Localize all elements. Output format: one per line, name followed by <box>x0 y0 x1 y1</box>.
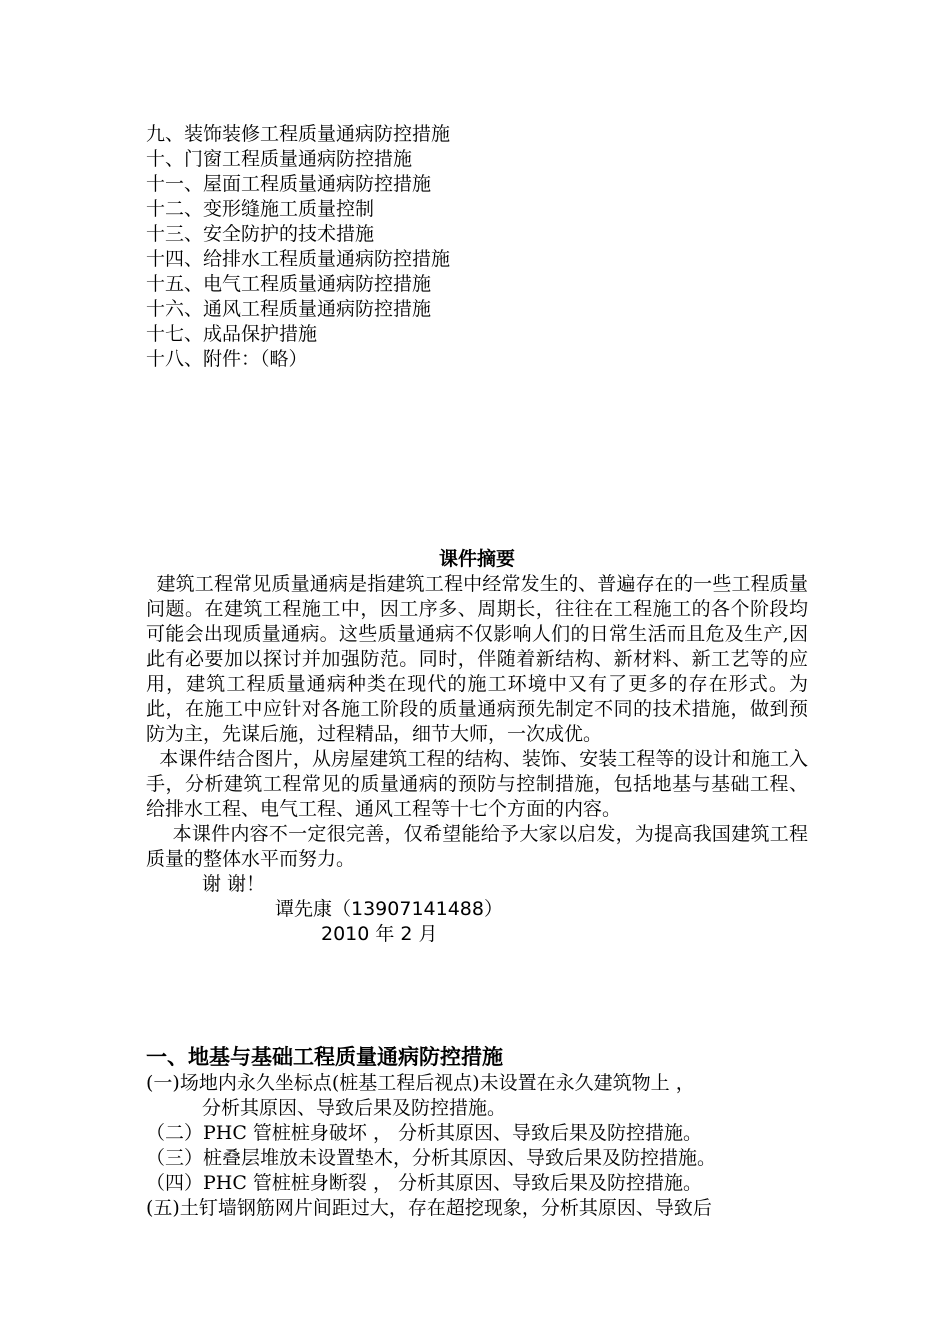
toc-item: 十三、安全防护的技术措施 <box>146 223 375 245</box>
author-line: 谭先康（13907141488） <box>275 898 503 920</box>
table-of-contents <box>146 122 806 372</box>
section-item: (五)土钉墙钢筋网片间距过大，存在超挖现象，分析其原因、导致后 <box>146 1197 712 1219</box>
abstract-paragraph: 本课件内容不一定很完善，仅希望能给予大家以启发，为提高我国建筑工程质量的整体水平而努力。 <box>146 823 808 870</box>
section-item: （四）PHC 管桩桩身断裂 ， 分析其原因、导致后果及防控措施。 <box>146 1172 703 1194</box>
toc-item: 九、装饰装修工程质量通病防控措施 <box>146 123 451 145</box>
abstract-title: 课件摘要 <box>438 548 515 570</box>
toc-item: 十八、附件：（略） <box>146 348 308 370</box>
abstract-section <box>146 547 808 947</box>
section-item: （三）桩叠层堆放未设置垫木，分析其原因、导致后果及防控措施。 <box>146 1147 717 1169</box>
toc-item: 十四、给排水工程质量通病防控措施 <box>146 248 451 270</box>
section-item-continuation: 分析其原因、导致后果及防控措施。 <box>202 1097 507 1119</box>
abstract-paragraph: 本课件结合图片，从房屋建筑工程的结构、装饰、安装工程等的设计和施工入手，分析建筑工程常见的质量通病的预防与控制措施，包括地基与基础工程、给排水工程、电气工程、通风工程等十七个方面的内容。 <box>146 748 808 820</box>
toc-item: 十五、电气工程质量通病防控措施 <box>146 273 432 295</box>
thanks-line: 谢 谢！ <box>202 873 266 895</box>
section-item: （二）PHC 管桩桩身破坏 ， 分析其原因、导致后果及防控措施。 <box>146 1122 703 1144</box>
toc-item: 十六、通风工程质量通病防控措施 <box>146 298 432 320</box>
toc-item: 十七、成品保护措施 <box>146 323 318 345</box>
section-title: 一、地基与基础工程质量通病防控措施 <box>146 1044 503 1069</box>
section-item: (一)场地内永久坐标点(桩基工程后视点)未设置在永久建筑物上 ， <box>146 1072 695 1094</box>
toc-item: 十、门窗工程质量通病防控措施 <box>146 148 413 170</box>
toc-item: 十二、变形缝施工质量控制 <box>146 198 375 220</box>
abstract-paragraph: 建筑工程常见质量通病是指建筑工程中经常发生的、普遍存在的一些工程质量问题。在建筑工程施工中，因工序多、周期长，往往在工程施工的各个阶段均可能会出现质量通病。这些质量通病不仅影响人们的日常生活而且危及生产,因此有必要加以探讨并加强防范。同时，伴随着新结构、新材料、新工艺等的应用，建筑工程质量通病种类在现代的施工环境中又有了更多的存在形式。为此，在施工中应针对各施工阶段的质量通病预先制定不同的技术措施，做到预防为主，先谋后施，过程精品，细节大师，一次成优。 <box>146 573 808 745</box>
date-line: 2010 年 2 月 <box>321 923 438 945</box>
toc-item: 十一、屋面工程质量通病防控措施 <box>146 173 432 195</box>
section-foundation <box>146 1043 808 1221</box>
